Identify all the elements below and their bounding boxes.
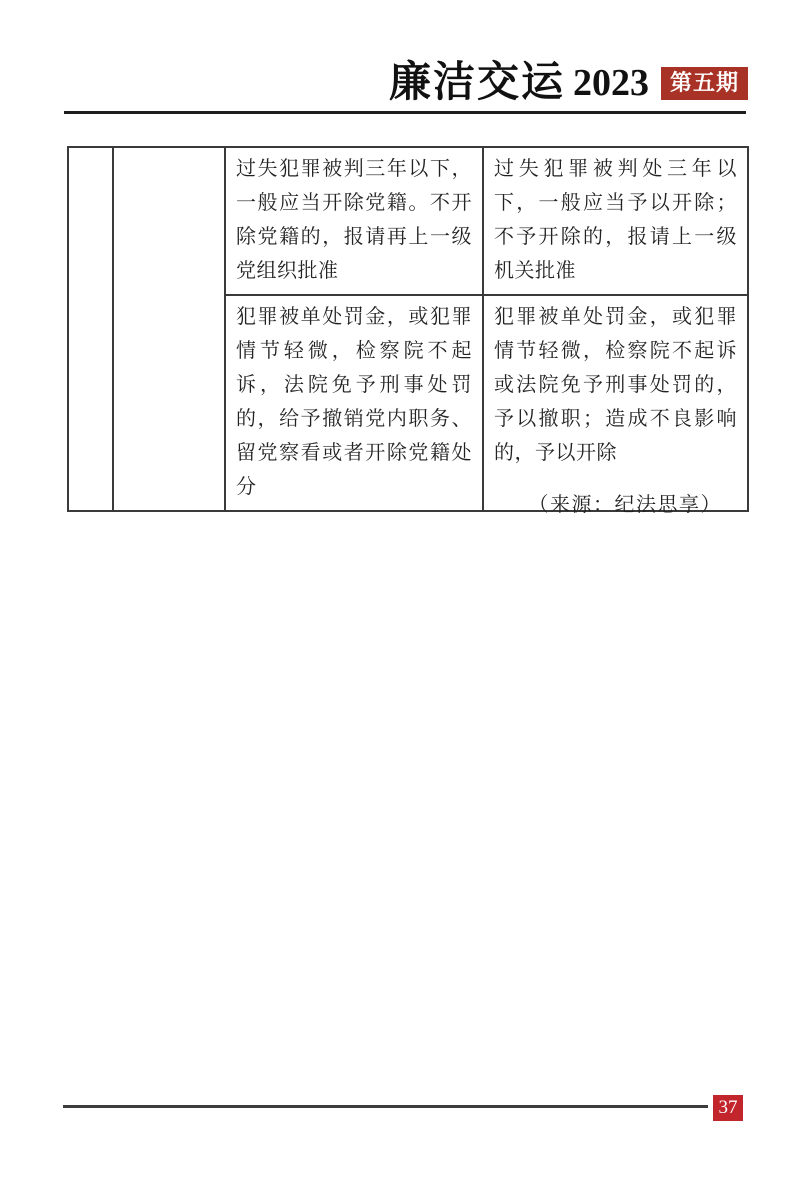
discipline-comparison-table (67, 146, 749, 512)
table-cell-party-rule: 过失犯罪被判三年以下，一般应当开除党籍。不开除党籍的，报请再上一级党组织批准 (225, 147, 483, 295)
table-cell-party-rule: 犯罪被单处罚金，或犯罪情节轻微，检察院不起诉，法院免予刑事处罚的，给予撤销党内职务、留党察看或者开除党籍处分 (225, 295, 483, 511)
masthead (389, 62, 748, 104)
publication-title: 廉洁交运 (388, 60, 565, 106)
merged-empty-cell-2 (113, 147, 225, 511)
page-number-badge: 37 (713, 1095, 743, 1121)
table-cell-gov-rule: 过失犯罪被判处三年以下，一般应当予以开除；不予开除的，报请上一级机关批准 (483, 147, 748, 295)
publication-year: 2023 (572, 62, 649, 104)
footer-rule (63, 1105, 708, 1108)
merged-empty-cell-1 (68, 147, 113, 511)
source-attribution: （来源：纪法思享） (528, 494, 722, 516)
table-cell-gov-rule: 犯罪被单处罚金，或犯罪情节轻微，检察院不起诉或法院免予刑事处罚的，予以撤职；造成不良影响的，予以开除 (483, 295, 748, 511)
table-row (68, 147, 748, 295)
issue-number-badge: 第五期 (661, 67, 748, 100)
header-rule (64, 111, 746, 114)
